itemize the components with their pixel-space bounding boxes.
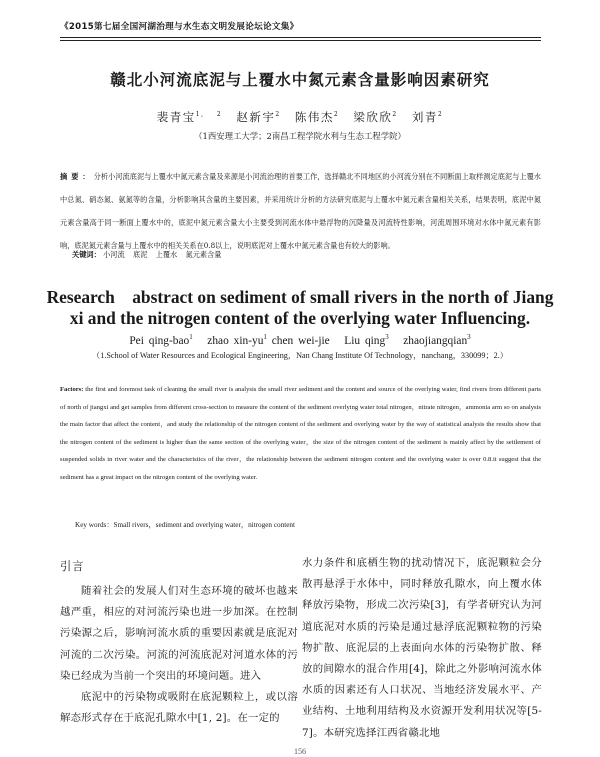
running-header: 《2015第七届全国河湖治理与水生态文明发展论坛论文集》 [60, 22, 299, 32]
keyword: 底泥 [132, 250, 148, 259]
author: 陈伟杰$^2$ [294, 110, 340, 124]
keywords-label: 关键词： [72, 250, 101, 259]
keywords-text: Small rivers，sediment and overlying water，nitrogen content [113, 521, 295, 529]
paragraph: 随着社会的发展人们对生态环境的破坏也越来越严重，相应的对河流污染也进一步加深。在控制污染源之后，影响河流水质的重要因素就是底泥对河流的二次污染。河流的河流底泥对河道水体的污染已经成为当前一个突出的环境问题。进入 [60, 585, 298, 682]
english-title [0, 287, 600, 329]
page-number: 156 [294, 747, 306, 756]
author: 裴青宝$^{1, 2}$ [156, 110, 223, 124]
abstract-text: 分析小河流底泥与上覆水中氮元素含量及来源是小河流治理的首要工作，选择赣北不同地区的小河流分别在不同断面上取样测定底泥与上覆水中总氮、硝态氮、氨氮等的含量，分析影响其含量的主要因素，并采用统计分析的方法研究底泥与上覆水中氮元素含量相关关系，结果表明，底泥中氮元素含量高于同一断面上覆水中的，底泥中氮元素含量大小主要受到河流水体中悬浮物的沉降量及河流特性影响，河流周围环境对水体中氮元素有影响，底泥氮元素含量与上覆水中的相关关系在0.8以上，说明底泥对上覆水中氮元素含量也有较大的影响。 [60, 172, 541, 250]
author: zhao xin-$yu^1$ [207, 333, 267, 347]
chinese-affiliation: （1西安理工大学；2南昌工程学院水利与生态工程学院） [194, 131, 406, 141]
body-column-right [302, 553, 542, 744]
keywords-label: Key words： [75, 521, 114, 529]
header-rule [60, 37, 541, 38]
chinese-title: 赣北小河流底泥与上覆水中氮元素含量影响因素研究 [110, 71, 490, 89]
chinese-authors [0, 109, 600, 125]
author: Pei qing-bao$^1$ [129, 333, 193, 347]
english-authors [0, 333, 600, 347]
author: 赵新宇$^2$ [236, 110, 281, 124]
paragraph: 底泥中的污染物或吸附在底泥颗粒上，或以溶解态形式存在于底泥孔隙水中[1, 2]。在一定的 [60, 691, 298, 725]
keyword: 氮元素含量 [185, 250, 222, 259]
english-affiliation: （1.School of Water Resources and Ecological Engineering，Nan Chang Institute Of Technology，nanchang，330099；2.） [92, 351, 508, 360]
author: 梁欣欣$^2$ [353, 110, 398, 124]
author: Liu qing$^3$ [344, 333, 389, 347]
section-title: 引言 [60, 560, 85, 573]
english-abstract [60, 381, 541, 486]
english-title-line: xi and the nitrogen content of the overlying water Influencing. [69, 308, 531, 328]
english-title-line: Research abstract on sediment of small rivers in the north of Jiang [46, 287, 554, 307]
english-keywords [75, 520, 535, 530]
author: zhaojiangqian$^3$ [403, 333, 471, 347]
header-rule-thin [60, 40, 541, 41]
keyword: 小河流 [103, 250, 125, 259]
abstract-text: the first and foremost task of cleaning the small river is analysis the small river sediment and the content and source of the overlying water, find rivers from different parts of north of jiangxi and get samples from different cross-section to measure the content of the sediment overlying water total nitrogen，nitrate nitrogen，ammonia arm so on analysis the main factor that affect the content，and study the relationship of the nitrogen content of the sediment and overlying water by the way of statistical analysis the results show that the nitrogen content of the sediment is higher than the same section of the overlying water，the size of the nitrogen content of the sediment is mainly affect by the settlement of suspended solids in river water and the characteristics of the river，the relationship between the sediment nitrogen content and the overlying water is over 0.8.it suggest that the sediment has a great impact on the nitrogen content of the overlying water. [60, 386, 541, 481]
paragraph: 水力条件和底栖生物的扰动情况下，底泥颗粒会分散再悬浮于水体中，同时释放孔隙水，向上覆水体释放污染物，形成二次污染[3]，有学者研究认为河道底泥对水质的污染是通过悬浮底泥颗粒物的污染物扩散、底泥层的上表面向水体的污染物扩散、释放的间隙水的混合作用[4]，除此之外影响河流水体水质的因素还有人口状况、当地经济发展水平、产业结构、土地利用结构及水资源开发利用状况等[5-7]。本研究选择江西省赣北地 [302, 557, 542, 739]
chinese-abstract [60, 165, 541, 257]
author: 刘青$^2$ [411, 110, 444, 124]
author: chen wei-jie [271, 334, 330, 347]
abstract-label: Factors: [60, 386, 84, 393]
abstract-label: 摘要： [60, 172, 94, 181]
chinese-keywords [72, 250, 532, 260]
keyword: 上覆水 [155, 250, 178, 259]
body-column-left [60, 558, 298, 729]
